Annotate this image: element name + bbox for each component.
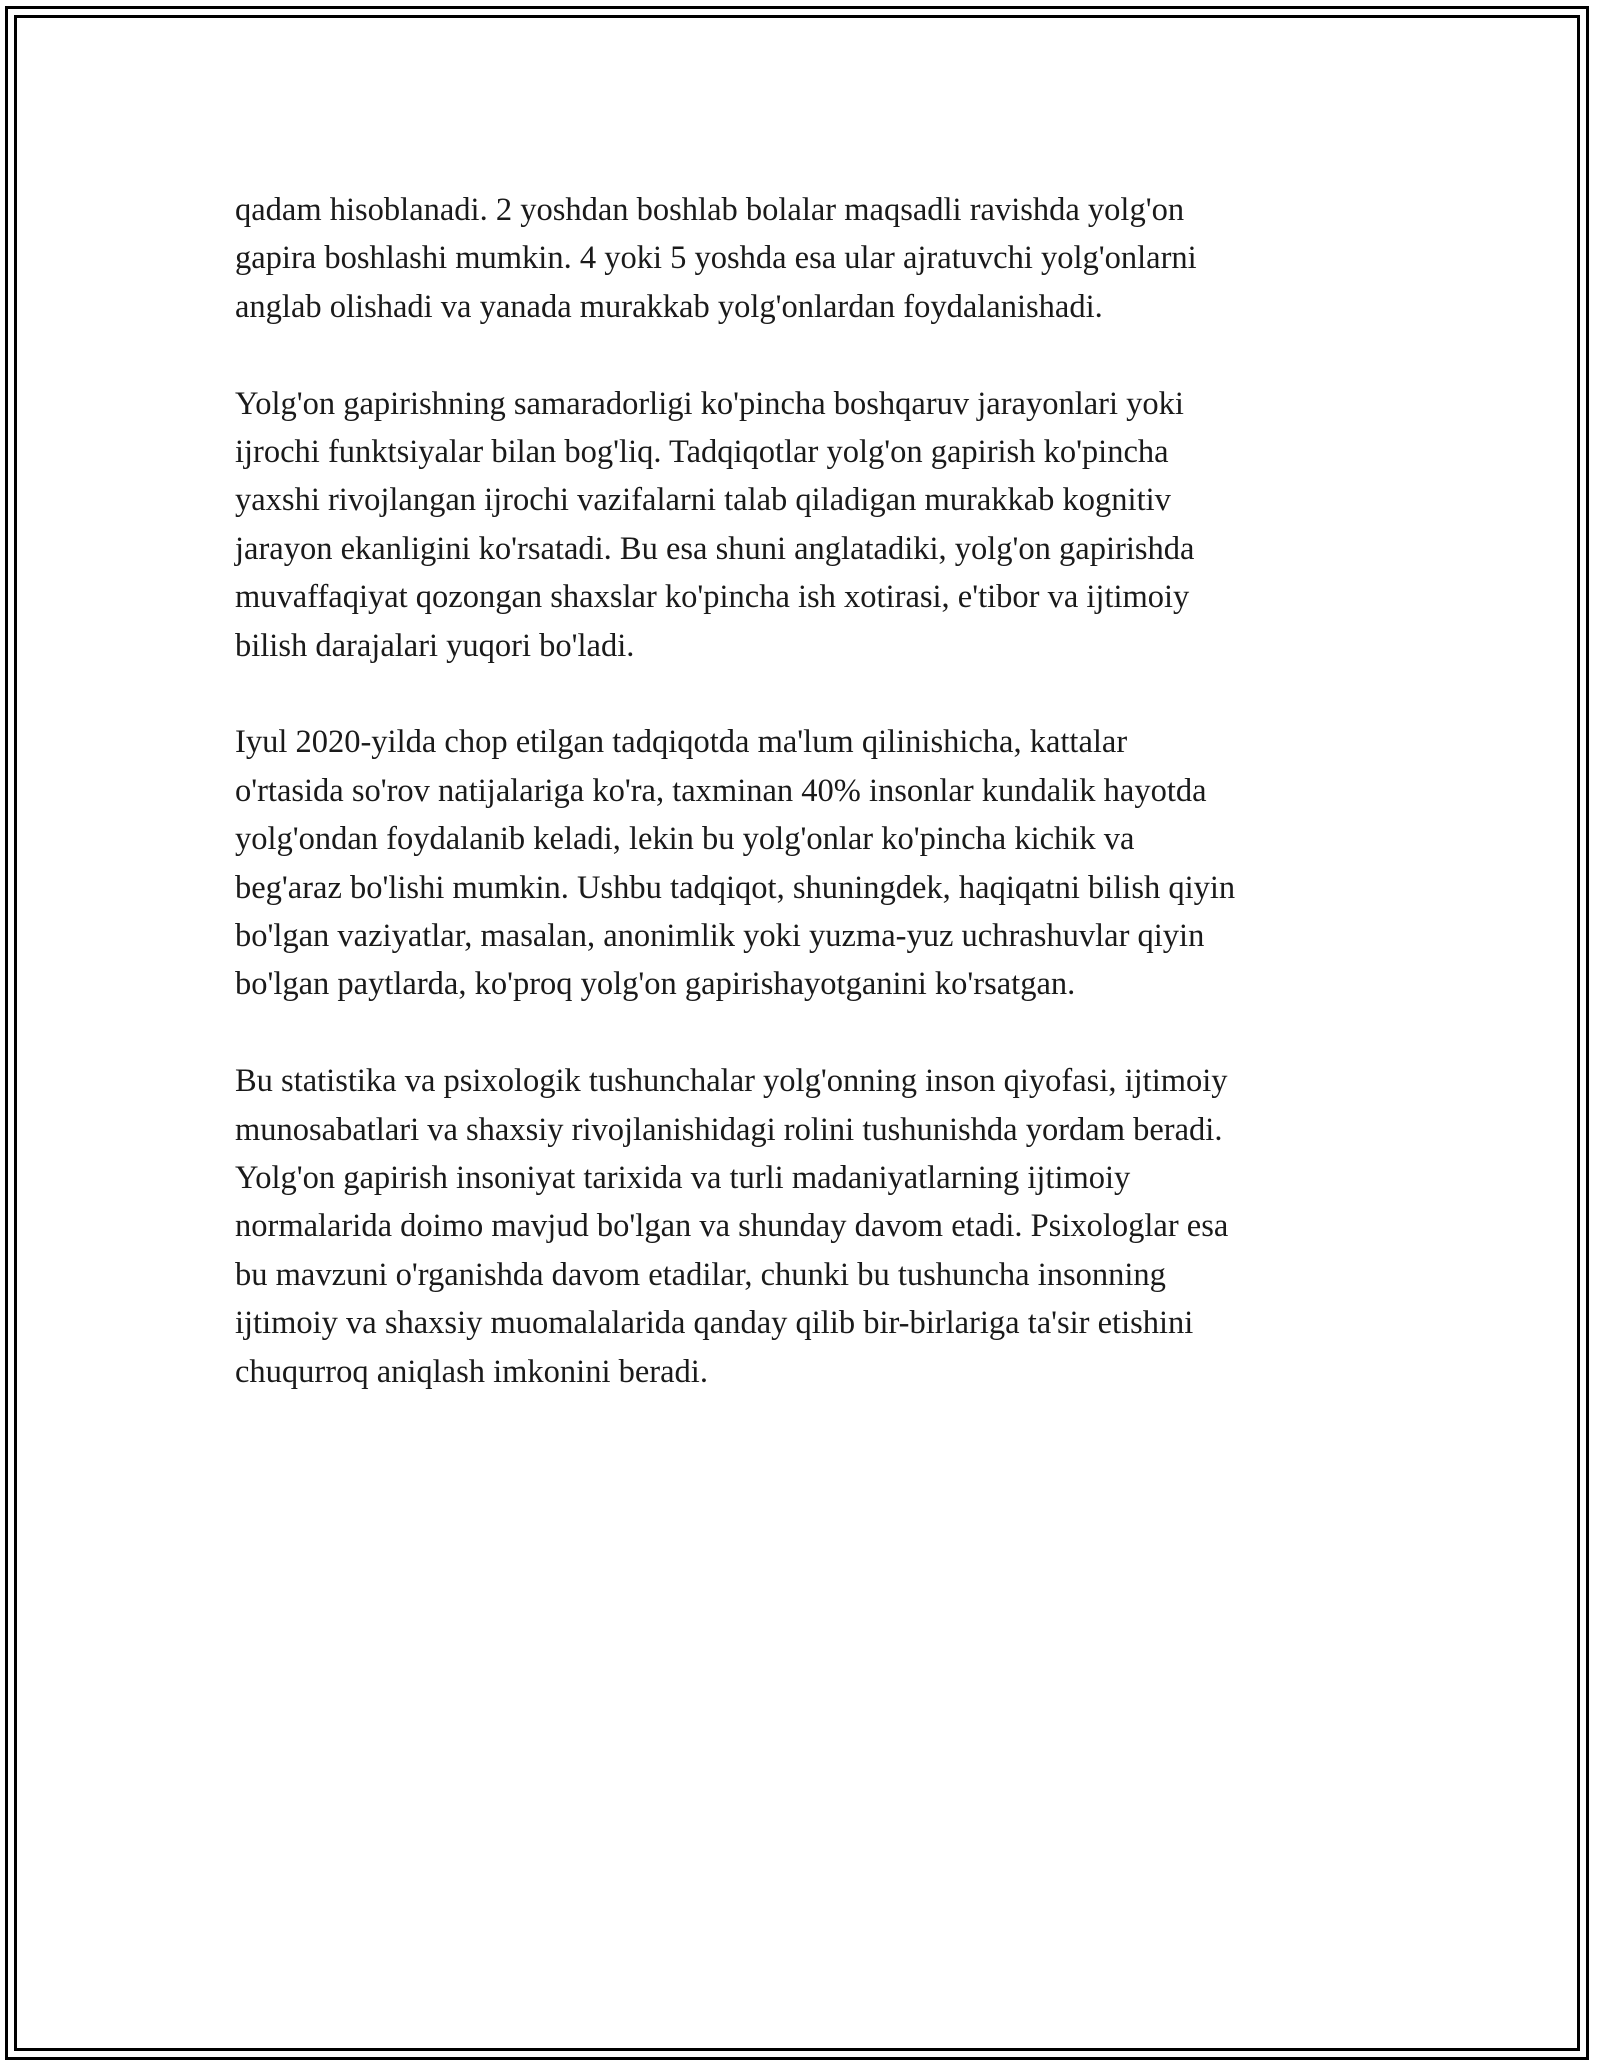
paragraph: Yolg'on gapirishning samaradorligi ko'pincha boshqaruv jarayonlari yoki ijrochi funktsiyalar bilan bog'liq. Tadqiqotlar yolg'on gapirish ko'pincha yaxshi rivojlangan ijrochi vazifalarni talab qiladigan murakkab kognitiv jarayon ekanligini ko'rsatadi. Bu esa shuni anglatadiki, yolg'on gapirishda muvaffaqiyat qozongan shaxslar ko'pincha ish xotirasi, e'tibor va ijtimoiy bilish darajalari yuqori bo'ladi. (235, 385, 1195, 664)
paragraph: Iyul 2020-yilda chop etilgan tadqiqotda ma'lum qilinishicha, kattalar o'rtasida so'rov natijalariga ko'ra, taxminan 40% insonlar kundalik hayotda yolg'ondan foydalanib keladi, lekin bu yolg'onlar ko'pincha kichik va beg'araz bo'lishi mumkin. Ushbu tadqiqot, shuningdek, haqiqatni bilish qiyin bo'lgan vaziyatlar, masalan, anonimlik yoki yuzma-yuz uchrashuvlar qiyin bo'lgan paytlarda, ko'proq yolg'on gapirishayotganini ko'rsatgan. (235, 724, 1236, 1003)
paragraph: qadam hisoblanadi. 2 yoshdan boshlab bolalar maqsadli ravishda yolg'on gapira boshlashi mumkin. 4 yoki 5 yoshda esa ular ajratuvchi yolg'onlarni anglab olishadi va yanada murakkab yolg'onlardan foydalanishadi. (235, 192, 1197, 325)
paragraph: Bu statistika va psixologik tushunchalar yolg'onning inson qiyofasi, ijtimoiy munosabatlari va shaxsiy rivojlanishidagi rolini tushunishda yordam beradi. Yolg'on gapirish insoniyat tarixida va turli madaniyatlarning ijtimoiy normalarida doimo mavjud bo'lgan va shunday davom etadi. Psixologlar esa bu mavzuni o'rganishda davom etadilar, chunki bu tushuncha insonning ijtimoiy va shaxsiy muomalalarida qanday qilib bir-birlariga ta'sir etishini chuqurroq aniqlash imkonini beradi. (235, 1063, 1229, 1390)
document-body (235, 186, 1395, 1445)
